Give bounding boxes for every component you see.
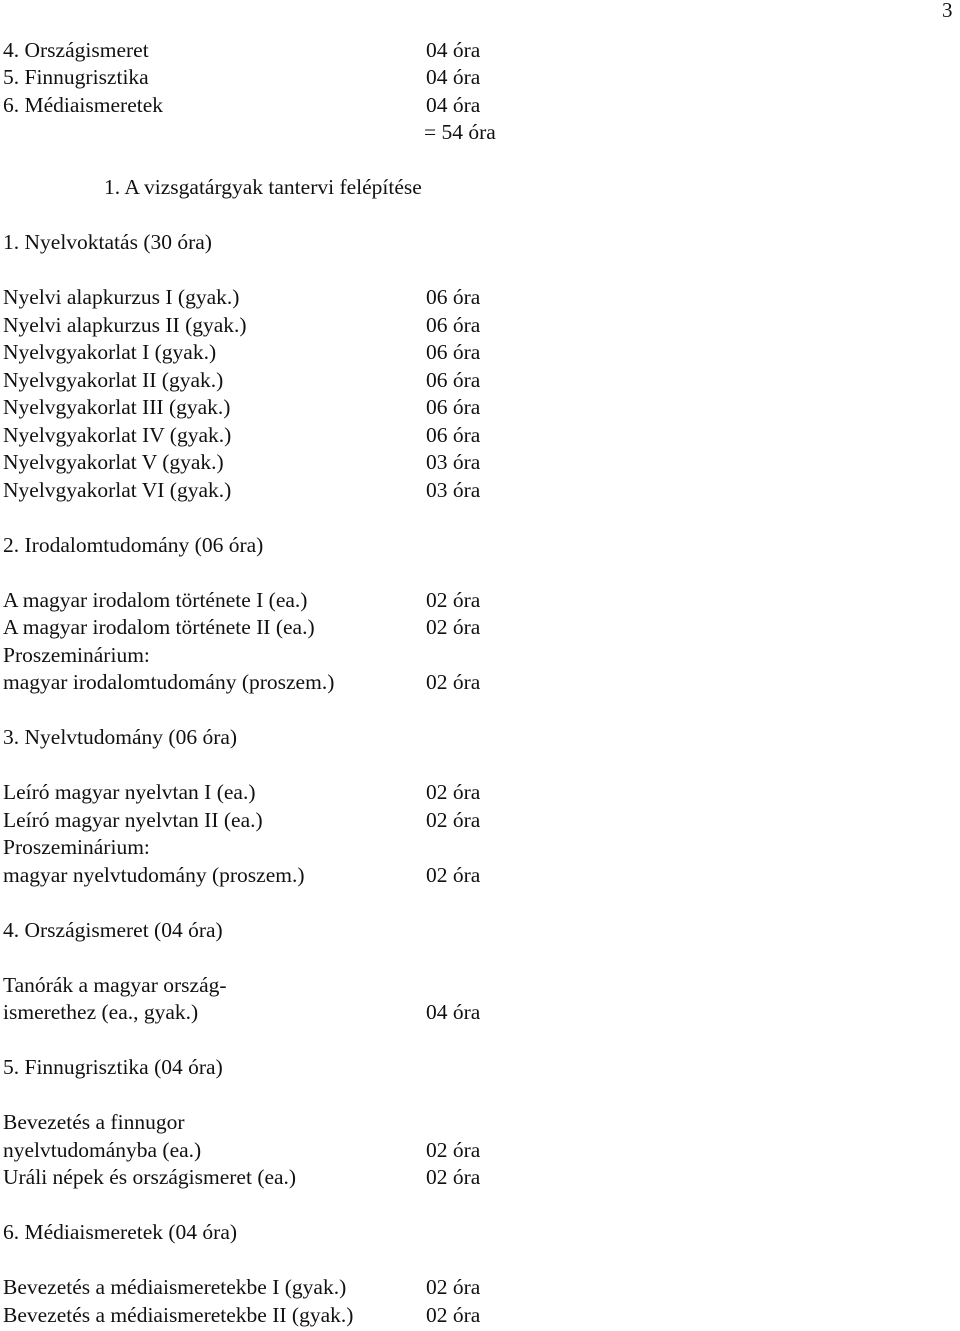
summary-label: 5. Finnugrisztika (3, 65, 149, 89)
course-hours: 02 óra (426, 863, 481, 887)
course-label: Tanórák a magyar ország- (3, 973, 227, 997)
section-heading: 6. Médiaismeretek (04 óra) (3, 1220, 238, 1244)
course-label: Bevezetés a médiaismeretekbe II (gyak.) (3, 1303, 354, 1327)
course-label: Bevezetés a finnugor (3, 1110, 185, 1134)
page-number: 3 (942, 0, 953, 22)
course-hours: 02 óra (426, 1275, 481, 1299)
course-label: A magyar irodalom története II (ea.) (3, 615, 315, 639)
section-heading: 4. Országismeret (04 óra) (3, 918, 223, 942)
course-hours: 03 óra (426, 450, 481, 474)
course-label: A magyar irodalom története I (ea.) (3, 588, 308, 612)
course-label: Proszeminárium: (3, 835, 150, 859)
course-hours: 06 óra (426, 340, 481, 364)
course-label: ismerethez (ea., gyak.) (3, 1000, 199, 1024)
course-hours: 04 óra (426, 1000, 481, 1024)
summary-label: 6. Médiaismeretek (3, 93, 164, 117)
section-title: 1. A vizsgatárgyak tantervi felépítése (104, 175, 422, 199)
summary-label: 4. Országismeret (3, 38, 149, 62)
course-hours: 02 óra (426, 670, 481, 694)
course-hours: 06 óra (426, 395, 481, 419)
course-hours: 02 óra (426, 1138, 481, 1162)
section-heading: 5. Finnugrisztika (04 óra) (3, 1055, 223, 1079)
course-hours: 03 óra (426, 478, 481, 502)
course-hours: 02 óra (426, 780, 481, 804)
course-hours: 02 óra (426, 1303, 481, 1327)
course-label: Nyelvgyakorlat III (gyak.) (3, 395, 231, 419)
summary-hours: 04 óra (426, 65, 481, 89)
section-heading: 1. Nyelvoktatás (30 óra) (3, 230, 212, 254)
course-label: Nyelvi alapkurzus II (gyak.) (3, 313, 247, 337)
summary-total: = 54 óra (424, 120, 496, 144)
course-hours: 06 óra (426, 368, 481, 392)
course-label: magyar nyelvtudomány (proszem.) (3, 863, 305, 887)
course-label: Bevezetés a médiaismeretekbe I (gyak.) (3, 1275, 347, 1299)
course-label: magyar irodalomtudomány (proszem.) (3, 670, 335, 694)
course-hours: 02 óra (426, 1165, 481, 1189)
course-hours: 02 óra (426, 615, 481, 639)
course-label: Leíró magyar nyelvtan II (ea.) (3, 808, 263, 832)
course-label: Uráli népek és országismeret (ea.) (3, 1165, 297, 1189)
course-label: Nyelvgyakorlat VI (gyak.) (3, 478, 232, 502)
course-label: Proszeminárium: (3, 643, 150, 667)
course-label: Nyelvgyakorlat I (gyak.) (3, 340, 217, 364)
section-heading: 3. Nyelvtudomány (06 óra) (3, 725, 238, 749)
course-hours: 06 óra (426, 423, 481, 447)
course-hours: 06 óra (426, 285, 481, 309)
course-label: Nyelvi alapkurzus I (gyak.) (3, 285, 240, 309)
course-label: Nyelvgyakorlat II (gyak.) (3, 368, 224, 392)
course-hours: 06 óra (426, 313, 481, 337)
course-hours: 02 óra (426, 808, 481, 832)
course-label: Leíró magyar nyelvtan I (ea.) (3, 780, 256, 804)
course-hours: 02 óra (426, 588, 481, 612)
course-label: nyelvtudományba (ea.) (3, 1138, 202, 1162)
course-label: Nyelvgyakorlat IV (gyak.) (3, 423, 232, 447)
summary-hours: 04 óra (426, 93, 481, 117)
course-label: Nyelvgyakorlat V (gyak.) (3, 450, 224, 474)
section-heading: 2. Irodalomtudomány (06 óra) (3, 533, 264, 557)
summary-hours: 04 óra (426, 38, 481, 62)
